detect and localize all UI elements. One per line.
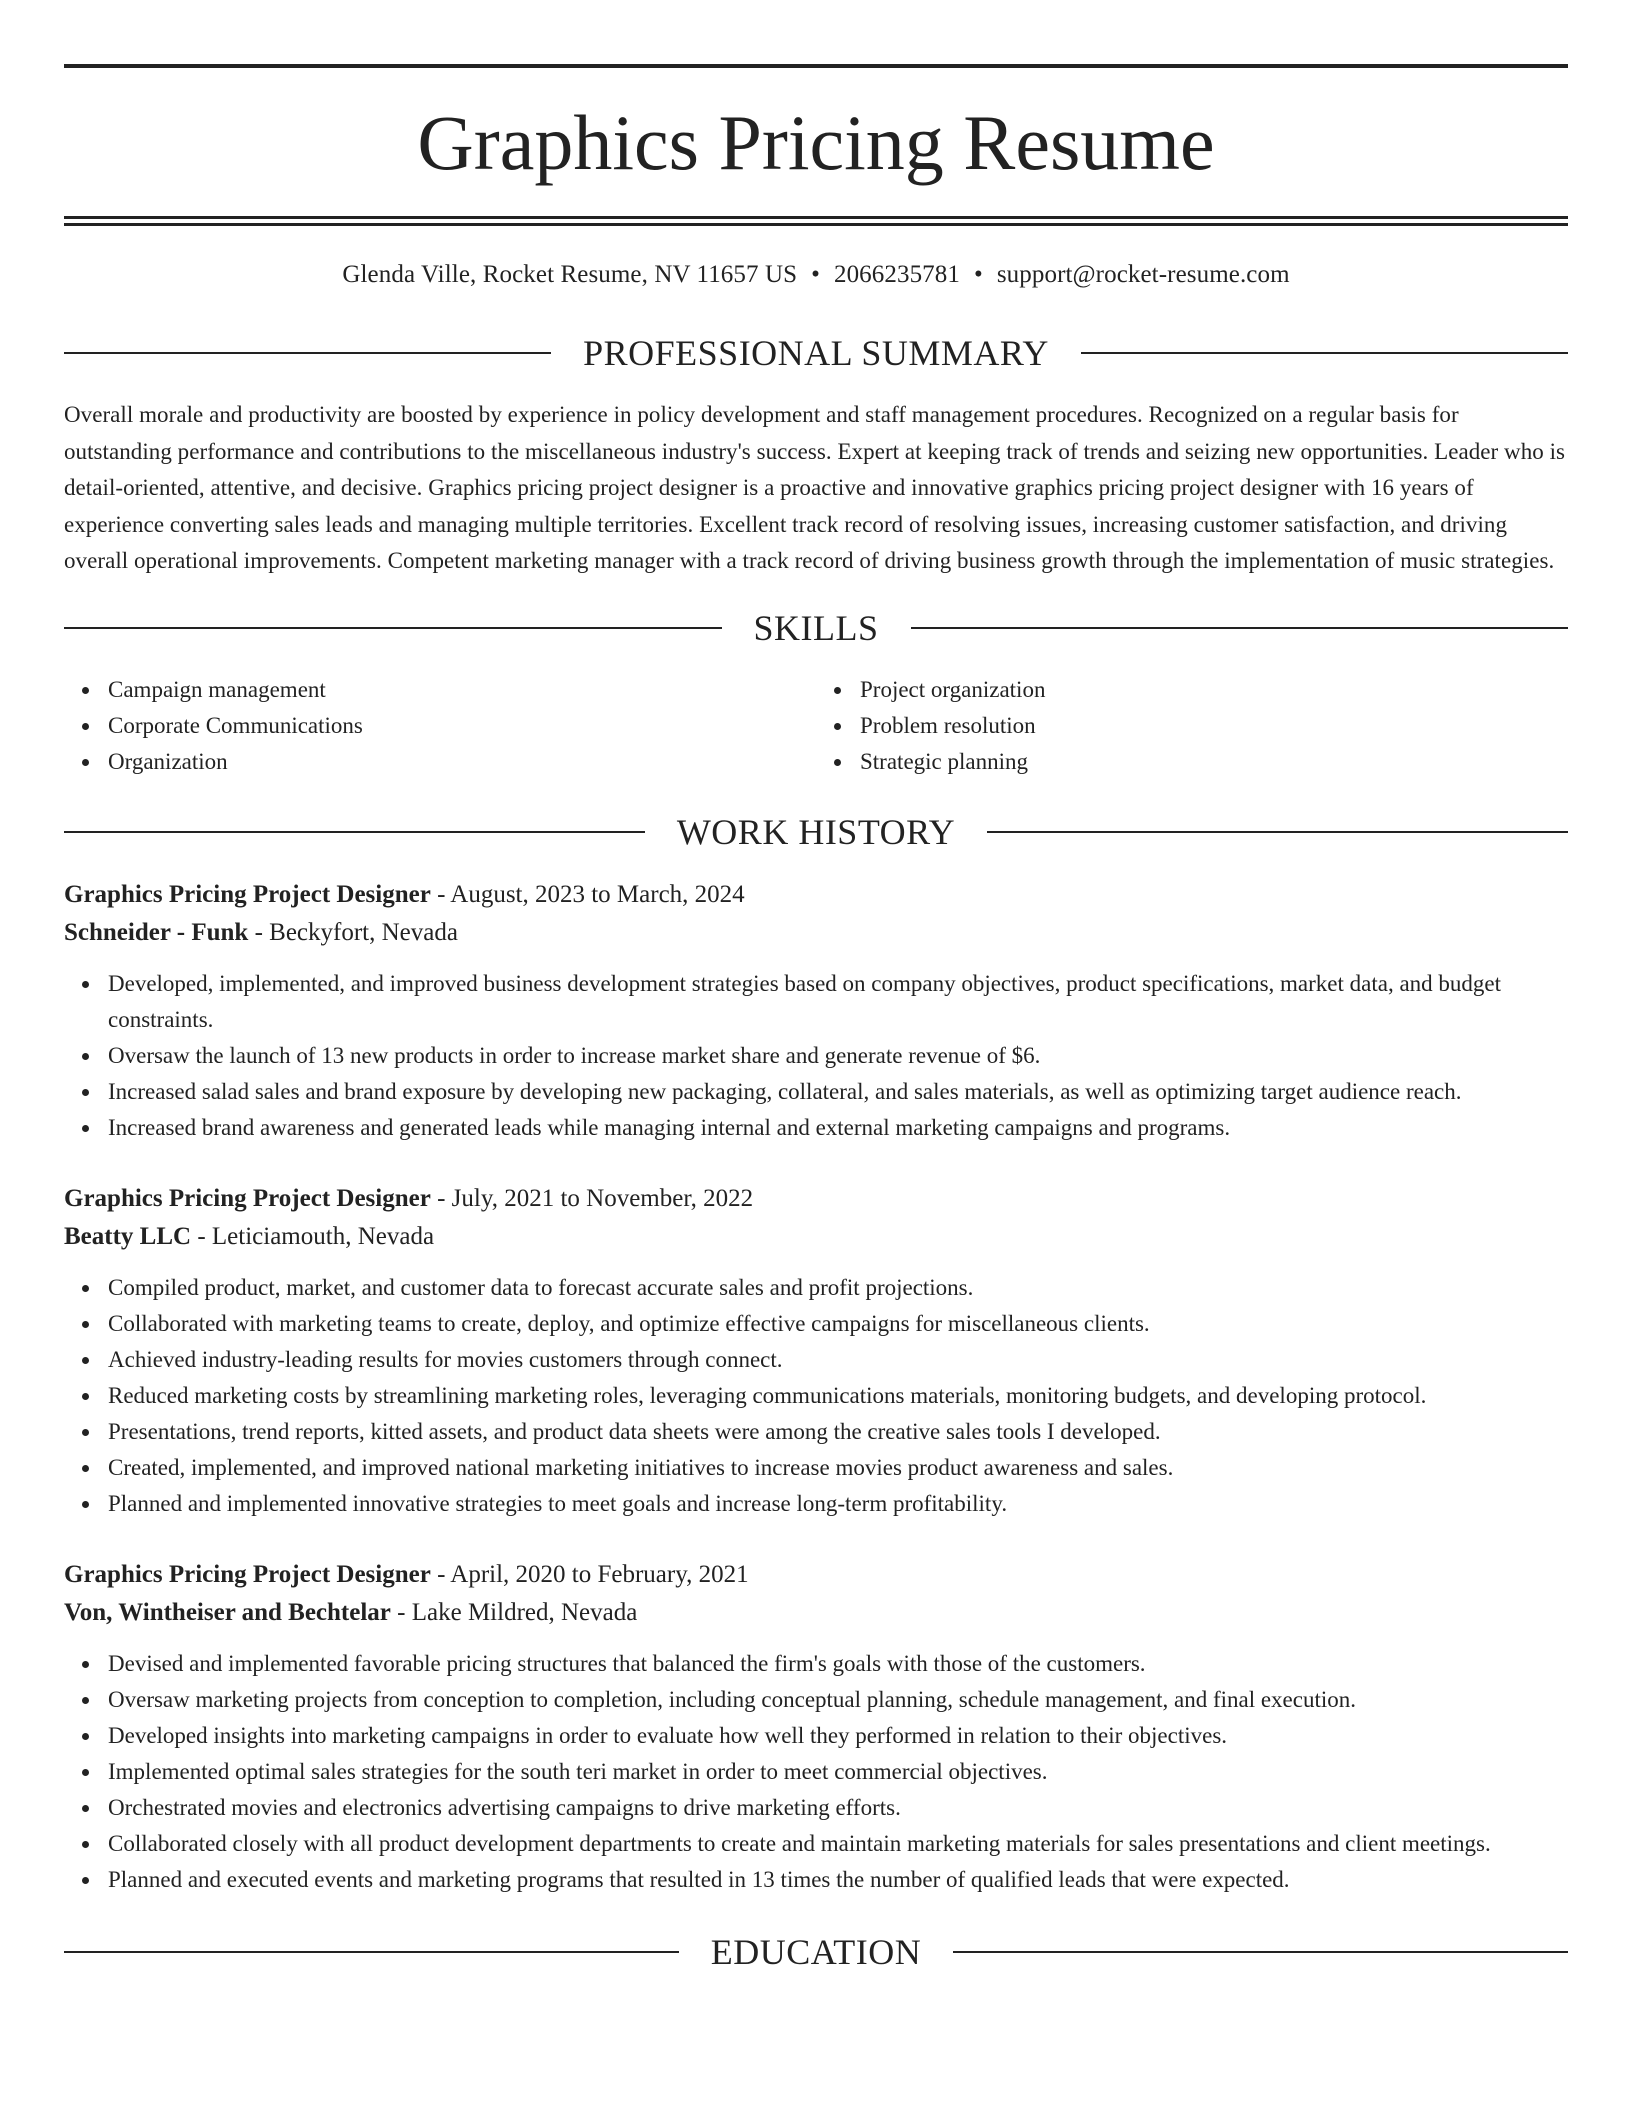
skill-item: Problem resolution	[860, 708, 1568, 744]
heading-rule-right	[911, 627, 1569, 629]
job-title-line	[64, 876, 1568, 914]
section-title: PROFESSIONAL SUMMARY	[583, 333, 1049, 373]
contact-email: support@rocket-resume.com	[996, 261, 1290, 288]
job-location: - Leticiamouth, Nevada	[191, 1222, 435, 1250]
section-heading-work	[64, 811, 1568, 852]
job-bullet: Created, implemented, and improved national marketing initiatives to increase movies product awareness and sales.	[108, 1450, 1568, 1486]
job-bullet: Oversaw marketing projects from conception to completion, including conceptual planning, schedule management, and final execution.	[108, 1682, 1568, 1718]
skill-item: Strategic planning	[860, 744, 1568, 780]
skills-column-right	[816, 672, 1568, 780]
summary-text: Overall morale and productivity are boosted by experience in policy development and staff management procedures. Recognized on a regular basis for outstanding performance and contributions to the miscellaneous industry's success. Expert at keeping track of trends and seizing new opportunities. Leader who is detail-oriented, attentive, and decisive. Graphics pricing project designer is a proactive and innovative graphics pricing project designer with 16 years of experience converting sales leads and managing multiple territories. Excellent track record of resolving issues, increasing customer satisfaction, and driving overall operational improvements. Competent marketing manager with a track record of driving business growth through the implementation of music strategies.	[64, 402, 1566, 573]
job-bullets	[64, 966, 1568, 1146]
section-heading-summary	[64, 335, 1568, 371]
job-bullet: Presentations, trend reports, kitted assets, and product data sheets were among the creative sales tools I developed.	[108, 1414, 1568, 1450]
job-company: Beatty LLC	[64, 1222, 192, 1250]
job-entry	[64, 1180, 1568, 1522]
contact-separator: •	[811, 261, 820, 288]
job-bullet: Reduced marketing costs by streamlining marketing roles, leveraging communications materials, monitoring budgets, and developing protocol.	[108, 1378, 1568, 1414]
section-title: SKILLS	[753, 607, 879, 648]
job-title-line	[64, 1180, 1568, 1218]
heading-rule-left	[64, 352, 551, 354]
heading-rule-left	[64, 831, 645, 833]
skill-item: Project organization	[860, 672, 1568, 708]
job-bullet: Oversaw the launch of 13 new products in order to increase market share and generate revenue of $6.	[108, 1038, 1568, 1074]
contact-phone: 2066235781	[833, 261, 960, 288]
skill-item: Campaign management	[108, 672, 816, 708]
job-location: - Beckyfort, Nevada	[248, 918, 458, 946]
page-title: Graphics Pricing Resume	[417, 99, 1215, 186]
job-title: Graphics Pricing Project Designer	[64, 1184, 431, 1212]
title-double-rule	[64, 216, 1568, 226]
skill-item: Corporate Communications	[108, 708, 816, 744]
job-title: Graphics Pricing Project Designer	[64, 880, 431, 908]
job-dates: - April, 2020 to February, 2021	[430, 1560, 749, 1588]
job-entry	[64, 1556, 1568, 1898]
job-bullet: Orchestrated movies and electronics advertising campaigns to drive marketing efforts.	[108, 1790, 1568, 1826]
job-bullet: Collaborated closely with all product development departments to create and maintain marketing materials for sales presentations and client meetings.	[108, 1826, 1568, 1862]
job-bullets	[64, 1646, 1568, 1898]
job-company: Von, Wintheiser and Bechtelar	[64, 1598, 391, 1626]
heading-rule-right	[987, 831, 1568, 833]
job-bullet: Developed insights into marketing campaigns in order to evaluate how well they performed in relation to their objectives.	[108, 1718, 1568, 1754]
job-bullet: Compiled product, market, and customer data to forecast accurate sales and profit projections.	[108, 1270, 1568, 1306]
heading-rule-right	[1081, 352, 1568, 354]
section-heading-education	[64, 1931, 1568, 1972]
job-title-line	[64, 1556, 1568, 1594]
job-bullet: Developed, implemented, and improved business development strategies based on company objectives, product specifications, market data, and budget constraints.	[108, 966, 1568, 1038]
job-title: Graphics Pricing Project Designer	[64, 1560, 431, 1588]
heading-rule-left	[64, 627, 722, 629]
job-company-line	[64, 1218, 1568, 1256]
top-rule	[64, 64, 1568, 68]
job-bullet: Planned and implemented innovative strategies to meet goals and increase long-term profitability.	[108, 1486, 1568, 1522]
job-bullet: Increased salad sales and brand exposure by developing new packaging, collateral, and sales materials, as well as optimizing target audience reach.	[108, 1074, 1568, 1110]
job-location: - Lake Mildred, Nevada	[390, 1598, 638, 1626]
work-history	[64, 876, 1568, 1898]
job-bullet: Collaborated with marketing teams to create, deploy, and optimize effective campaigns for miscellaneous clients.	[108, 1306, 1568, 1342]
skill-item: Organization	[108, 744, 816, 780]
job-bullet: Achieved industry-leading results for movies customers through connect.	[108, 1342, 1568, 1378]
heading-rule-left	[64, 1951, 679, 1953]
job-bullet: Increased brand awareness and generated leads while managing internal and external marketing campaigns and programs.	[108, 1110, 1568, 1146]
section-title: WORK HISTORY	[676, 811, 956, 852]
contact-address: Glenda Ville, Rocket Resume, NV 11657 US	[342, 261, 798, 288]
job-entry	[64, 876, 1568, 1146]
job-bullets	[64, 1270, 1568, 1522]
job-bullet: Planned and executed events and marketing programs that resulted in 13 times the number of qualified leads that were expected.	[108, 1862, 1568, 1898]
contact-separator: •	[973, 261, 983, 288]
skills-list	[64, 672, 1568, 780]
heading-rule-right	[953, 1951, 1568, 1953]
section-heading-skills	[64, 607, 1568, 648]
job-company: Schneider - Funk	[64, 918, 249, 946]
section-title: EDUCATION	[710, 1931, 922, 1972]
job-bullet: Implemented optimal sales strategies for the south teri market in order to meet commercial objectives.	[108, 1754, 1568, 1790]
job-bullet: Devised and implemented favorable pricing structures that balanced the firm's goals with those of the customers.	[108, 1646, 1568, 1682]
skills-column-left	[64, 672, 816, 780]
contact-line	[64, 262, 1568, 287]
job-dates: - July, 2021 to November, 2022	[430, 1184, 754, 1212]
job-company-line	[64, 1594, 1568, 1632]
job-dates: - August, 2023 to March, 2024	[430, 880, 745, 908]
job-company-line	[64, 914, 1568, 952]
